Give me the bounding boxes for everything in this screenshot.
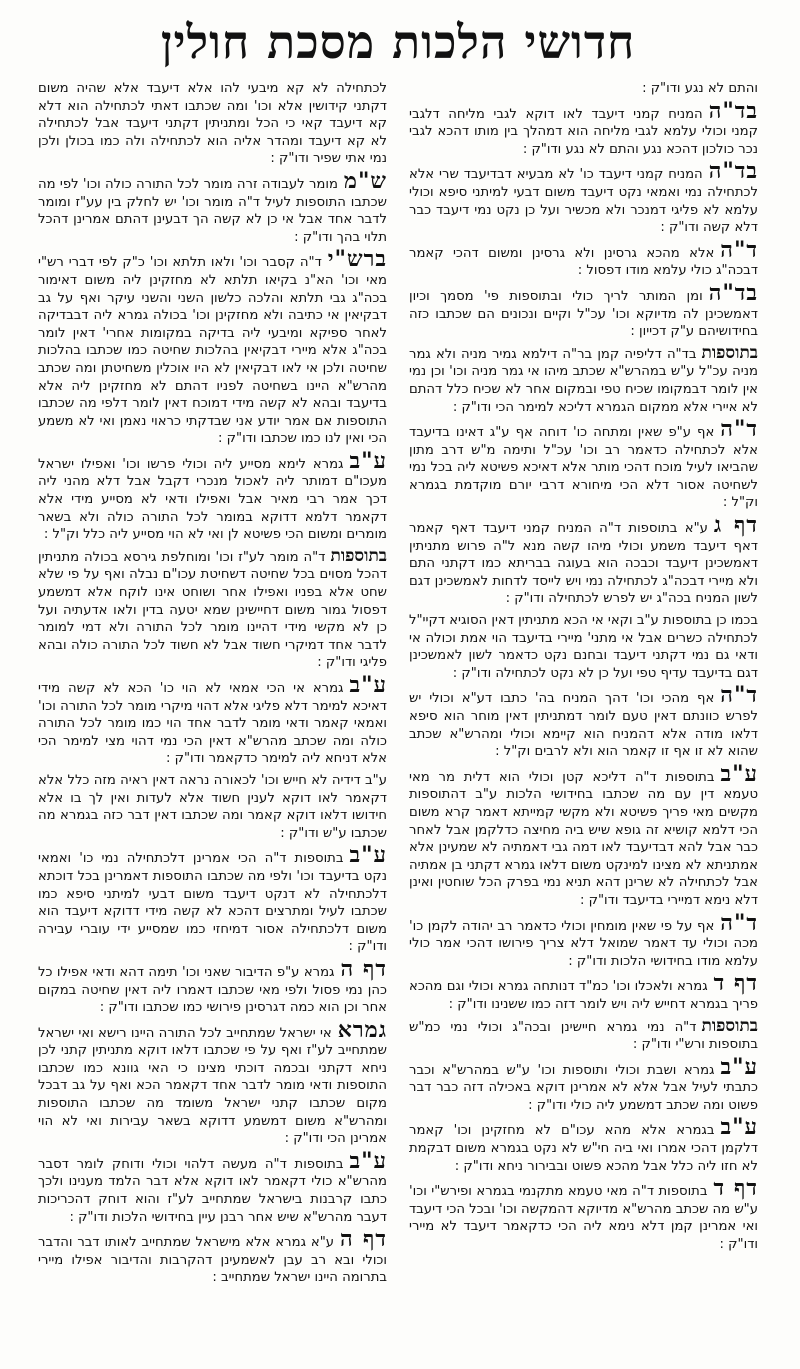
- commentary-text: אף מהכי וכו' דהך המניח בה' כתבו דע"א וכולי יש לפרש כוונתם דאין טעם לומר דמתניתין דאין מוחר הוא סיפא דלאו מודה אלא דהמניח הוא קיימא וכולי ומהרש"א שכתב שהוא לא זו אף זו קאמר הוא ולא לרבים וק"ל :: [409, 691, 758, 760]
- dibbur-hamatchil: ד"ה: [720, 682, 758, 709]
- right-column: [409, 80, 758, 1350]
- dibbur-hamatchil: בד"ה: [708, 158, 758, 185]
- commentary-paragraph: [409, 909, 758, 971]
- left-column: [38, 80, 387, 1350]
- commentary-paragraph: [409, 1114, 758, 1175]
- commentary-text: ומן המותר לריך כולי ובתוספות פי' מסמך וכיון דאמשכינן לה מדיוקא וכו' עכ"ל וקיים ונכונים הם שכתבו כזה בחידושיהם ע"ק דכייון :: [409, 288, 758, 340]
- dibbur-hamatchil: ד"ה: [720, 909, 758, 936]
- dibbur-hamatchil: בד"ה: [708, 97, 758, 124]
- commentary-text: ד"ה נמי גמרא חיישינן ובכה"ג וכולי נמי כמ"ש בתוספות ורש"י ודו"ק :: [409, 1019, 758, 1053]
- dibbur-hamatchil: בתוספות: [701, 342, 758, 363]
- commentary-paragraph: [38, 842, 387, 956]
- commentary-text: בד"ה דליפיה קמן בר"ה דילמא גמיר מניה ולא גמר מניה עכ"ל ע"ש במהרש"א שכתב מיהו אי גמר מניה וכו' וכן נמי אין לומר דבמקומו שכיח טפי ובמקום אחר לא שכיח כלל דהתם לא איירי אלא ממקום הגמרא דליכא למימר הכי ודו"ק :: [409, 346, 758, 415]
- commentary-text: גמרא ושבת וכולי ותוספות וכו' ע"ש במהרש"א וכבר כתבתי לעיל אבל אלא לא אמרינן דוקא באכילה דזה כבר דבר פשוט ומה שכתב דמשמע ליה כולי ודו"ק :: [409, 1062, 758, 1113]
- commentary-text: גמרא ולאכלו וכו' כמ"ד דנותחה גמרא וכולי וגם מהכא פריך בגמרא דחייש ליה ויש לומר דזה כמו ששנינו ודו"ק :: [409, 979, 758, 1012]
- dibbur-hamatchil: גמרא: [337, 1016, 387, 1043]
- commentary-paragraph: [38, 167, 387, 246]
- dibbur-hamatchil: ע"ב: [720, 760, 758, 787]
- commentary-text: המניח קמני דיעבד כו' לא מבעיא דבדיעבד שרי אלא לכתחילה נמי ואמאי נקט דיעבד משום דבעי למיתני סיפא וכולי עלמא לא פליגי דמנכר ולא מכשיר ועל כן נקט נמי דיעבד כבר דלא קשה ודו"ק :: [409, 167, 758, 236]
- commentary-text: בתוספות ד"ה דליכא קטן וכולי הוא דלית מר מאי טעמא דין עם מה שכתבו בחידושי הלכות ע"ב דהתוספות מקשים מאי פריך פשיטא ולא מקשי קמייתא דאמר קרא משום הכי דלמא קושיא זה גופא שיש ביה מחיצה כדלקמן אבל לאחר כבר אבל להא דבדיעבד לאו דמה גבי דאמתיה לא שמעינן אלא אמתניתא לא מצינו למינקט משום דלאו גמרא דקתני בן אמתיה אבל לכתחילה לא שרינן דהא תניא נמי בפרק הכל שוחטין ואינן דלא נימא דמיירי בדיעבד ודו"ק :: [409, 769, 758, 908]
- commentary-text: בתוספות ד"ה מעשה דלהוי וכולי ודוחק לומר דסבר מהרש"א כולי דקאמר לאו דוקא אלא דבר הלמד מענינו ולכך כתבו קרבנות בישראל שמתחייב לע"ז והוא דוחק דהכריכות דעבר מהרש"א שיש אחר רבנן עיין בחידושי הלכות ודו"ק :: [38, 1156, 387, 1225]
- commentary-text: בתוספות ד"ה מאי טעמא מתקנמי בגמרא ופירש"י וכו' ע"ש מה שכתב מהרש"א מדיוקא דהמקשה וכו' ובכל הכי דיעבד ואי אמרינן קמן דלא נימא ליה הכי כדקאמר דיעבד לא מיירי ודו"ק :: [409, 1184, 758, 1253]
- commentary-paragraph: [409, 970, 758, 1013]
- commentary-text: לכתחילה לא קא מיבעי להו אלא דיעבד אלא שהיה משום דקתני קידושין אלא וכו' ומה שכתבו דאתי לכתחילה הוא דלא קא דיעבד קאי כי הכל ומתניתין דקתני דיעבד אבל לכתחילה לא קא דיעבד ומהדר אליה הוא לכתחילה ולה כמו בכולן ולכן נמי אתי שפיר ודו"ק :: [38, 81, 387, 167]
- commentary-paragraph: [38, 545, 387, 672]
- commentary-text: המניח קמני דיעבד לאו דוקא לגבי מליחה דלגבי קמני וכולי עלמא לגבי מליחה הוא דמהלך בין מותו דהכא לגבי נכר כולכון דהכא נגע והתם לא נגע ודו"ק :: [409, 106, 758, 157]
- commentary-paragraph: [409, 416, 758, 512]
- commentary-paragraph: [409, 342, 758, 416]
- dibbur-hamatchil: דף ד: [713, 970, 758, 997]
- commentary-paragraph: [409, 682, 758, 760]
- commentary-text: ע"א גמרא אלא מישראל שמתחייב לאותו דבר והדבר וכולי ובא רב עבן לאשמעינן דהקרבות והדיבור אפילו מיירי בתרומה היינו ישראל שמתחייב :: [38, 1235, 387, 1286]
- commentary-text: גמרא ע"פ הדיבור שאני וכו' תימה דהא ודאי אפילו כל כהן נמי פסול ולפי מאי שכתבו דאמרו ליה דאין שחיטה במקום אחר וכן הוא כמה דגרסינן פירושי כמו שכתבו ודו"ק :: [38, 964, 387, 1016]
- commentary-paragraph: [409, 512, 758, 608]
- commentary-text: ע"א בתוספות ד"ה המניח קמני דיעבד דאף קאמר דאף דיעבד משמע וכולי מיהו קשה מנא ל"ה פרוש מתניתין דאמשכינן דיעבד וכבכה הוא בעוגה בבריתא כמו דקתני התם ולא מיירי דבכה"ג לכתחילה נמי ויש לייסד לדחות לאמשכינן דגם לשון המניח בכה"ג יש לפרש לכתחילה ודו"ק :: [409, 521, 758, 607]
- commentary-paragraph: [38, 1226, 387, 1287]
- commentary-text: ד"ה מומר לע"ז וכו' ומוחלפת גירסא בכולה מתניתין דהכל מסוים בכל שחיטה דשחיטת עכו"ם נבלה ואף על פי שלא שחט אלא בפניו ואפילו אחר ושוחט אינו לוקח אלא דמשמע דפסול גמור משום דחיישינן שמא יטעה בדין ולאו אדעתיה ועל כן לא מקשי מידי דהיינו מומר לכל התורה ולא דמי למומר לדבר אחד דמיקרי חשוד אבל לא חשוד לכל התורה כולה ובהא פליגי ודו"ק :: [38, 549, 387, 671]
- commentary-text: בגמרא אלא מהא עכו"ם לא מחזקינן וכו' קאמר דלקמן דהכי אמרו ואי ביה חי"ש לא נקט בגמרא משום דבקמת לא חזו ליה כלל אבל מהכא פשוט ובבירור ניחא ודו"ק :: [409, 1123, 758, 1174]
- page-title: חדושי הלכות מסכת חולין: [160, 15, 636, 69]
- commentary-paragraph: [409, 612, 758, 682]
- commentary-paragraph: [409, 97, 758, 159]
- commentary-paragraph: [409, 158, 758, 236]
- dibbur-hamatchil: ע"ב: [349, 1147, 387, 1174]
- commentary-paragraph: [409, 80, 758, 98]
- commentary-paragraph: [409, 1053, 758, 1115]
- dibbur-hamatchil: ד"ה: [720, 416, 758, 443]
- commentary-text: והתם לא נגע ודו"ק :: [642, 81, 758, 96]
- commentary-paragraph: [409, 236, 758, 280]
- commentary-paragraph: [38, 672, 387, 768]
- commentary-text: גמרא לימא מסייע ליה וכולי פרשו וכו' ואפילו ישראל מעכו"ם דמותר ליה לאכול מנכרי דקבל אבל דלא מהני ליה דכך אמר רבי מאיר אבל ואפילו ודאי לא מסייע מידי אלא דקאמר דלמא דדוקא במומר לכל התורה כולה ולא בשאר מומרים ומשום הכי פשיטא לן ואי לא הוי מסייע ליה כלל וק"ל :: [38, 456, 387, 543]
- dibbur-hamatchil: בד"ה: [708, 279, 758, 306]
- dibbur-hamatchil: ע"ב: [349, 842, 387, 869]
- commentary-paragraph: [409, 1175, 758, 1253]
- dibbur-hamatchil: דף ה: [340, 955, 387, 982]
- commentary-text: בכמו כן בתוספות ע"ב וקאי אי הכא מתניתין דאין הסוגיא דקיי"ל לכתחילה כשרים אבל אי מתני' מיירי בדיעבד הוי אמת וכולה אי ודאי גם נמי דקתני דיעבד ובחנם נקט כדאמר לשון לאמשכינן דגם בדיעבד עדיף טפי ועל כן לא נקט לכתחילה ודו"ק :: [409, 613, 758, 681]
- dibbur-hamatchil: בתוספות: [701, 1015, 758, 1036]
- commentary-paragraph: [38, 80, 387, 168]
- dibbur-hamatchil: ד"ה: [720, 236, 758, 263]
- commentary-paragraph: [38, 246, 387, 448]
- dibbur-hamatchil: דף ג: [713, 512, 758, 539]
- commentary-text: ד"ה קסבר וכו' ולאו תלתא וכו' כ"ק לפי דברי רש"י מאי וכו' הא"נ בקיאו תלתא לא מחזקינן ליה משום דאימור בכה"ג גבי תלתא והלכה כלשון השני והשני עיקר ואף על גב דבקיאין אי כתיבה ולא מחזקינן וכו' בכולה גמרא ליה דבבדיקה לאחר ספיקא ומיבעי ליה בדיקה במקומות אחרי' דאין לומר בכה"ג אלא מיירי דבקיאין בהלכות שחיטה כמו שכתבו בהלכות שחיטה ולכן אי לאו דבקיאין לא היו אוכלין משחיטתן ומה שכתב מהרש"א היינו בשחיטה לפניו דהתם לא מחזקינן ליה אלא בדיעבד ובהא לא קשה מידי דמוכח דאין לומר דלפי מה שכתבו התוספות אם אמר יודע אני שבדקתי כראוי נאמן ואי לא משמע הכי ואין לנו כמו שכתבו ודו"ק :: [38, 255, 387, 447]
- commentary-text: אלא מהכא גרסינן ולא גרסינן ומשום דהכי קאמר דבכה"ג כולי עלמא מודו דפסול :: [409, 245, 758, 279]
- commentary-text: בתוספות ד"ה הכי אמרינן דלכתחילה נמי כו' ואמאי נקט בדיעבד וכו' ולפי מה שכתבו התוספות דאמרינן בכל דוכתא דלכתחילה לא דנקט דיעבד משום דבעי למיתני סיפא כמו שכתבו לעיל ומתרצים דהכא לא קשה מידי דדוקא דיעבד הוא משום דלכתחילה אסור דמיחזי כמו שמסייע ידי עוברי עבירה ודו"ק :: [38, 851, 387, 955]
- dibbur-hamatchil: ברש"י: [327, 246, 387, 273]
- commentary-paragraph: [409, 760, 758, 910]
- text-columns: [38, 80, 758, 1350]
- commentary-text: ע"ב דידיה לא חייש וכו' לכאורה נראה דאין ראיה מזה כלל אלא דקאמר לאו דוקא לענין חשוד אלא לעדות ואין לך בו אלא חידושו דלאו דוקא קאמר ומה שכתבו דאין דבר כזה בגמרא מה שכתבו ע"ש ודו"ק :: [38, 772, 387, 841]
- dibbur-hamatchil: דף ד: [713, 1175, 758, 1202]
- commentary-text: אף ע"פ שאין ומתחה כו' דוחה אף ע"ג דאינו בדיעבד אלא לכתחילה כדאמר רב וכו' עכ"ל ותימה מ"ש דרב מתון שהביאו לעיל מוכח דהכי מותר אלא דאיכא פשיטא ליה בכל נמי לשחיטה אסור דלא הכי מיחורא דרבי יורם מוקדמת בגמרא וק"ל :: [409, 425, 758, 511]
- dibbur-hamatchil: ע"ב: [720, 1053, 758, 1080]
- dibbur-hamatchil: ע"ב: [720, 1114, 758, 1141]
- dibbur-hamatchil: דף ה: [340, 1226, 387, 1253]
- dibbur-hamatchil: ע"ב: [349, 672, 387, 698]
- commentary-paragraph: [409, 1015, 758, 1054]
- commentary-paragraph: [38, 447, 387, 544]
- commentary-text: אף על פי שאין מומחין וכולי כדאמר רב יהודה לקמן כו' מכה וכולי עד דאמר שמואל דלא צריך פירושו דהכי אמר כולי עלמא מודו בחידושי הלכות ודו"ק :: [409, 918, 758, 969]
- dibbur-hamatchil: ע"ב: [349, 447, 387, 474]
- commentary-text: אי ישראל שמתחייב לכל התורה היינו רישא ואי ישראל שמתחייב לע"ז ואף על פי שכתבו דלאו דוקא מתניתין קתני לכן ניחא דקתני ובכמה דוכתי מצינו כי האי גוונא כמו שכתבו התוספות ודאי מומר לדבר אחד דקאמר הכא ואף על גב דבכל מקום שכתבו קתני ישראל משומד מה שכתבו התוספות ומהרש"א משום דמשמע דדוקא בשאר עבירות ואי לא הוי אמרינן הכי ודו"ק :: [38, 1025, 387, 1147]
- commentary-paragraph: [38, 1016, 387, 1148]
- commentary-paragraph: [38, 772, 387, 842]
- commentary-text: מומר לעבודה זרה מומר לכל התורה כולה וכו' לפי מה שכתבו התוספות לעיל ד"ה מומר וכו' יש לחלק בין עע"ז ומומר לדבר אחד אבל אי כן לא קשה הך דבעינן דהתם אמרינן דהכל תלוי בהך ודו"ק :: [38, 176, 387, 245]
- dibbur-hamatchil: בתוספות: [330, 545, 387, 566]
- commentary-paragraph: [38, 1147, 387, 1226]
- commentary-paragraph: [409, 279, 758, 341]
- commentary-paragraph: [38, 955, 387, 1017]
- dibbur-hamatchil: ש"מ: [343, 167, 387, 194]
- commentary-text: גמרא אי הכי אמאי לא הוי כו' הכא לא קשה מידי דאיכא למימר דלא פליגי אלא דהוי מיקרי מומר לכל התורה וכו' ואמאי קאמר ודאי מומר לדבר אחד הוי כמו מומר לכל התורה כולה ומה שכתב מהרש"א דאין הכי נמי דהוי מצי למימר הכי אלא דניחא ליה למימר כדקאמר ודו"ק :: [38, 681, 387, 767]
